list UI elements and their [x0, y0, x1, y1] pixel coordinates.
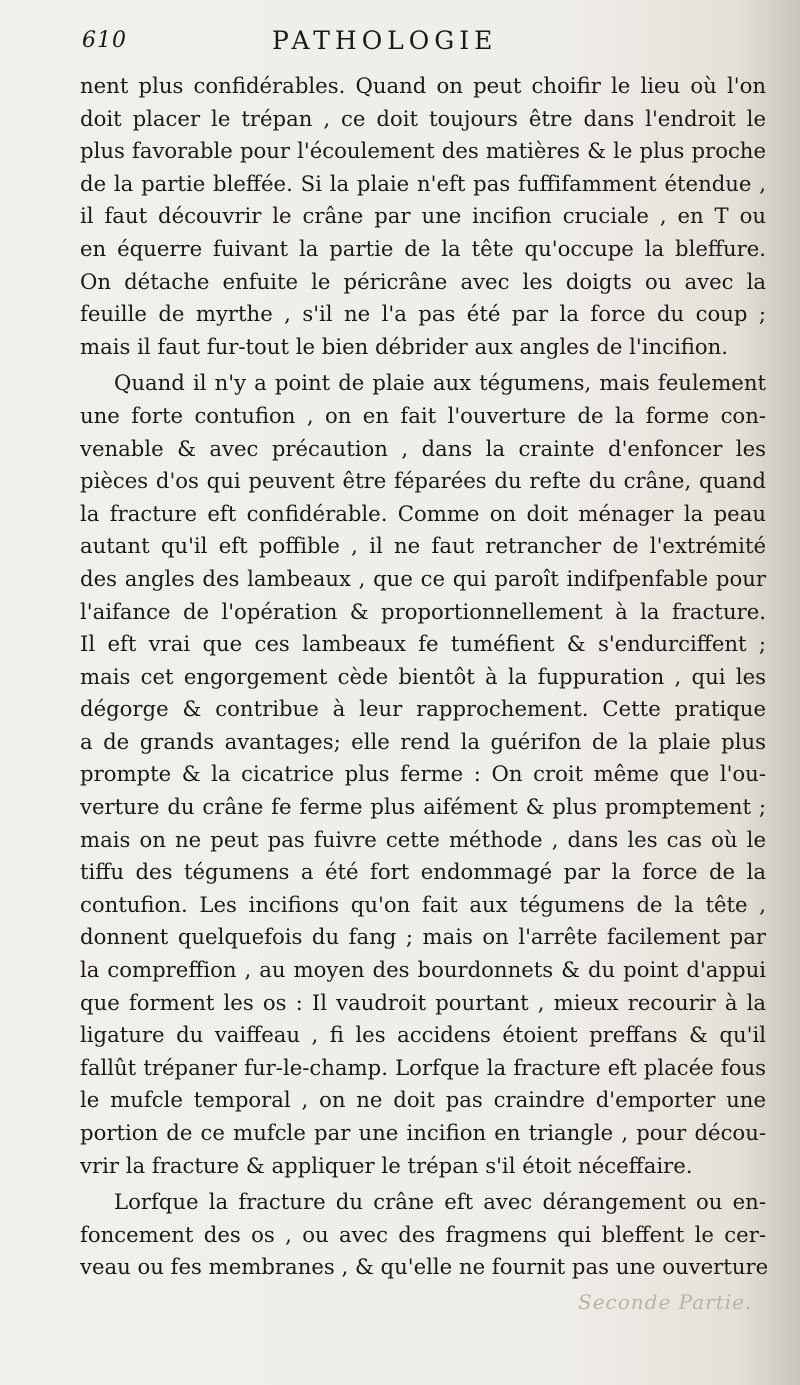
paragraph	[80, 70, 766, 363]
text-line: venable & avec précaution , dans la crainte d'enfoncer les	[80, 435, 766, 461]
text-line: il faut découvrir le crâne par une incifion cruciale , en T ou	[80, 203, 766, 229]
text-line: plus favorable pour l'écoulement des matières & le plus proche	[80, 138, 766, 164]
text-line: ligature du vaiffeau , fi les accidens étoient preffans & qu'il	[80, 1022, 766, 1048]
text-line: verture du crâne fe ferme plus aifément & plus promptement ;	[80, 794, 766, 820]
text-line: la fracture eft confidérable. Comme on doit ménager la peau	[80, 500, 766, 526]
text-line: nent plus confidérables. Quand on peut choifir le lieu où l'on	[80, 73, 766, 98]
text-line: autant qu'il eft poffible , il ne faut retrancher de l'extrémité	[80, 533, 766, 559]
text-line: portion de ce mufcle par une incifion en triangle , pour décou-	[80, 1120, 766, 1145]
text-line: fallût trépaner fur-le-champ. Lorfque la fracture eft placée fous	[80, 1054, 766, 1080]
text-line: donnent quelquefois du fang ; mais on l'arrête facilement par	[80, 924, 766, 950]
text-line: dégorge & contribue à leur rapprochement. Cette pratique	[80, 696, 766, 722]
text-line: mais cet engorgement cède bientôt à la fuppuration , qui les	[80, 663, 766, 689]
text-line: Quand il n'y a point de plaie aux tégumens, mais feulement	[114, 370, 766, 396]
text-line: la compreffion , au moyen des bourdonnets & du point d'appui	[80, 957, 766, 983]
text-line: pièces d'os qui peuvent être féparées du refte du crâne, quand	[80, 468, 766, 494]
show-through-text: Seconde Partie.	[578, 1290, 753, 1314]
text-line: vrir la fracture & appliquer le trépan s'il étoit néceffaire.	[80, 1152, 693, 1178]
paragraph	[80, 367, 766, 1182]
text-line: de la partie bleffée. Si la plaie n'eft pas fuffifamment étendue ,	[80, 170, 766, 196]
text-line: Lorfque la fracture du crâne eft avec dérangement ou en-	[114, 1189, 766, 1215]
page-number: 610	[82, 28, 127, 53]
text-line: le mufcle temporal , on ne doit pas craindre d'emporter une	[80, 1087, 766, 1113]
text-line: mais on ne peut pas fuivre cette méthode , dans les cas où le	[80, 826, 766, 852]
text-line: Il eft vrai que ces lambeaux fe tuméfient & s'endurciffent ;	[80, 631, 766, 657]
body-text	[80, 70, 769, 1284]
text-line: l'aifance de l'opération & proportionnellement à la fracture.	[80, 598, 766, 624]
text-line: mais il faut fur-tout le bien débrider aux angles de l'incifion.	[80, 333, 729, 359]
text-line: prompte & la cicatrice plus ferme : On croit même que l'ou-	[80, 761, 766, 787]
page-header	[82, 26, 782, 60]
text-line: feuille de myrthe , s'il ne l'a pas été par la force du coup ;	[80, 301, 766, 327]
text-line: doit placer le trépan , ce doit toujours être dans l'endroit le	[80, 105, 766, 131]
text-line: des angles des lambeaux , que ce qui paroît indifpenfable pour	[80, 565, 766, 591]
text-line: une forte contufion , on en fait l'ouverture de la forme con-	[80, 402, 766, 428]
running-head: PATHOLOGIE	[272, 26, 498, 55]
text-line: foncement des os , ou avec des fragmens qui bleffent le cer-	[80, 1221, 766, 1247]
paragraph	[80, 1186, 769, 1284]
text-line: tiffu des tégumens a été fort endommagé par la force de la	[80, 859, 766, 885]
text-line: veau ou fes membranes , & qu'elle ne fournit pas une ouverture	[80, 1254, 769, 1280]
text-line: en équerre fuivant la partie de la tête qu'occupe la bleffure.	[80, 235, 766, 261]
text-line: que forment les os : Il vaudroit pourtant , mieux recourir à la	[80, 989, 766, 1015]
text-line: On détache enfuite le péricrâne avec les doigts ou avec la	[80, 268, 766, 294]
text-line: contufion. Les incifions qu'on fait aux tégumens de la tête ,	[80, 891, 766, 917]
text-line: a de grands avantages; elle rend la guérifon de la plaie plus	[80, 728, 766, 754]
